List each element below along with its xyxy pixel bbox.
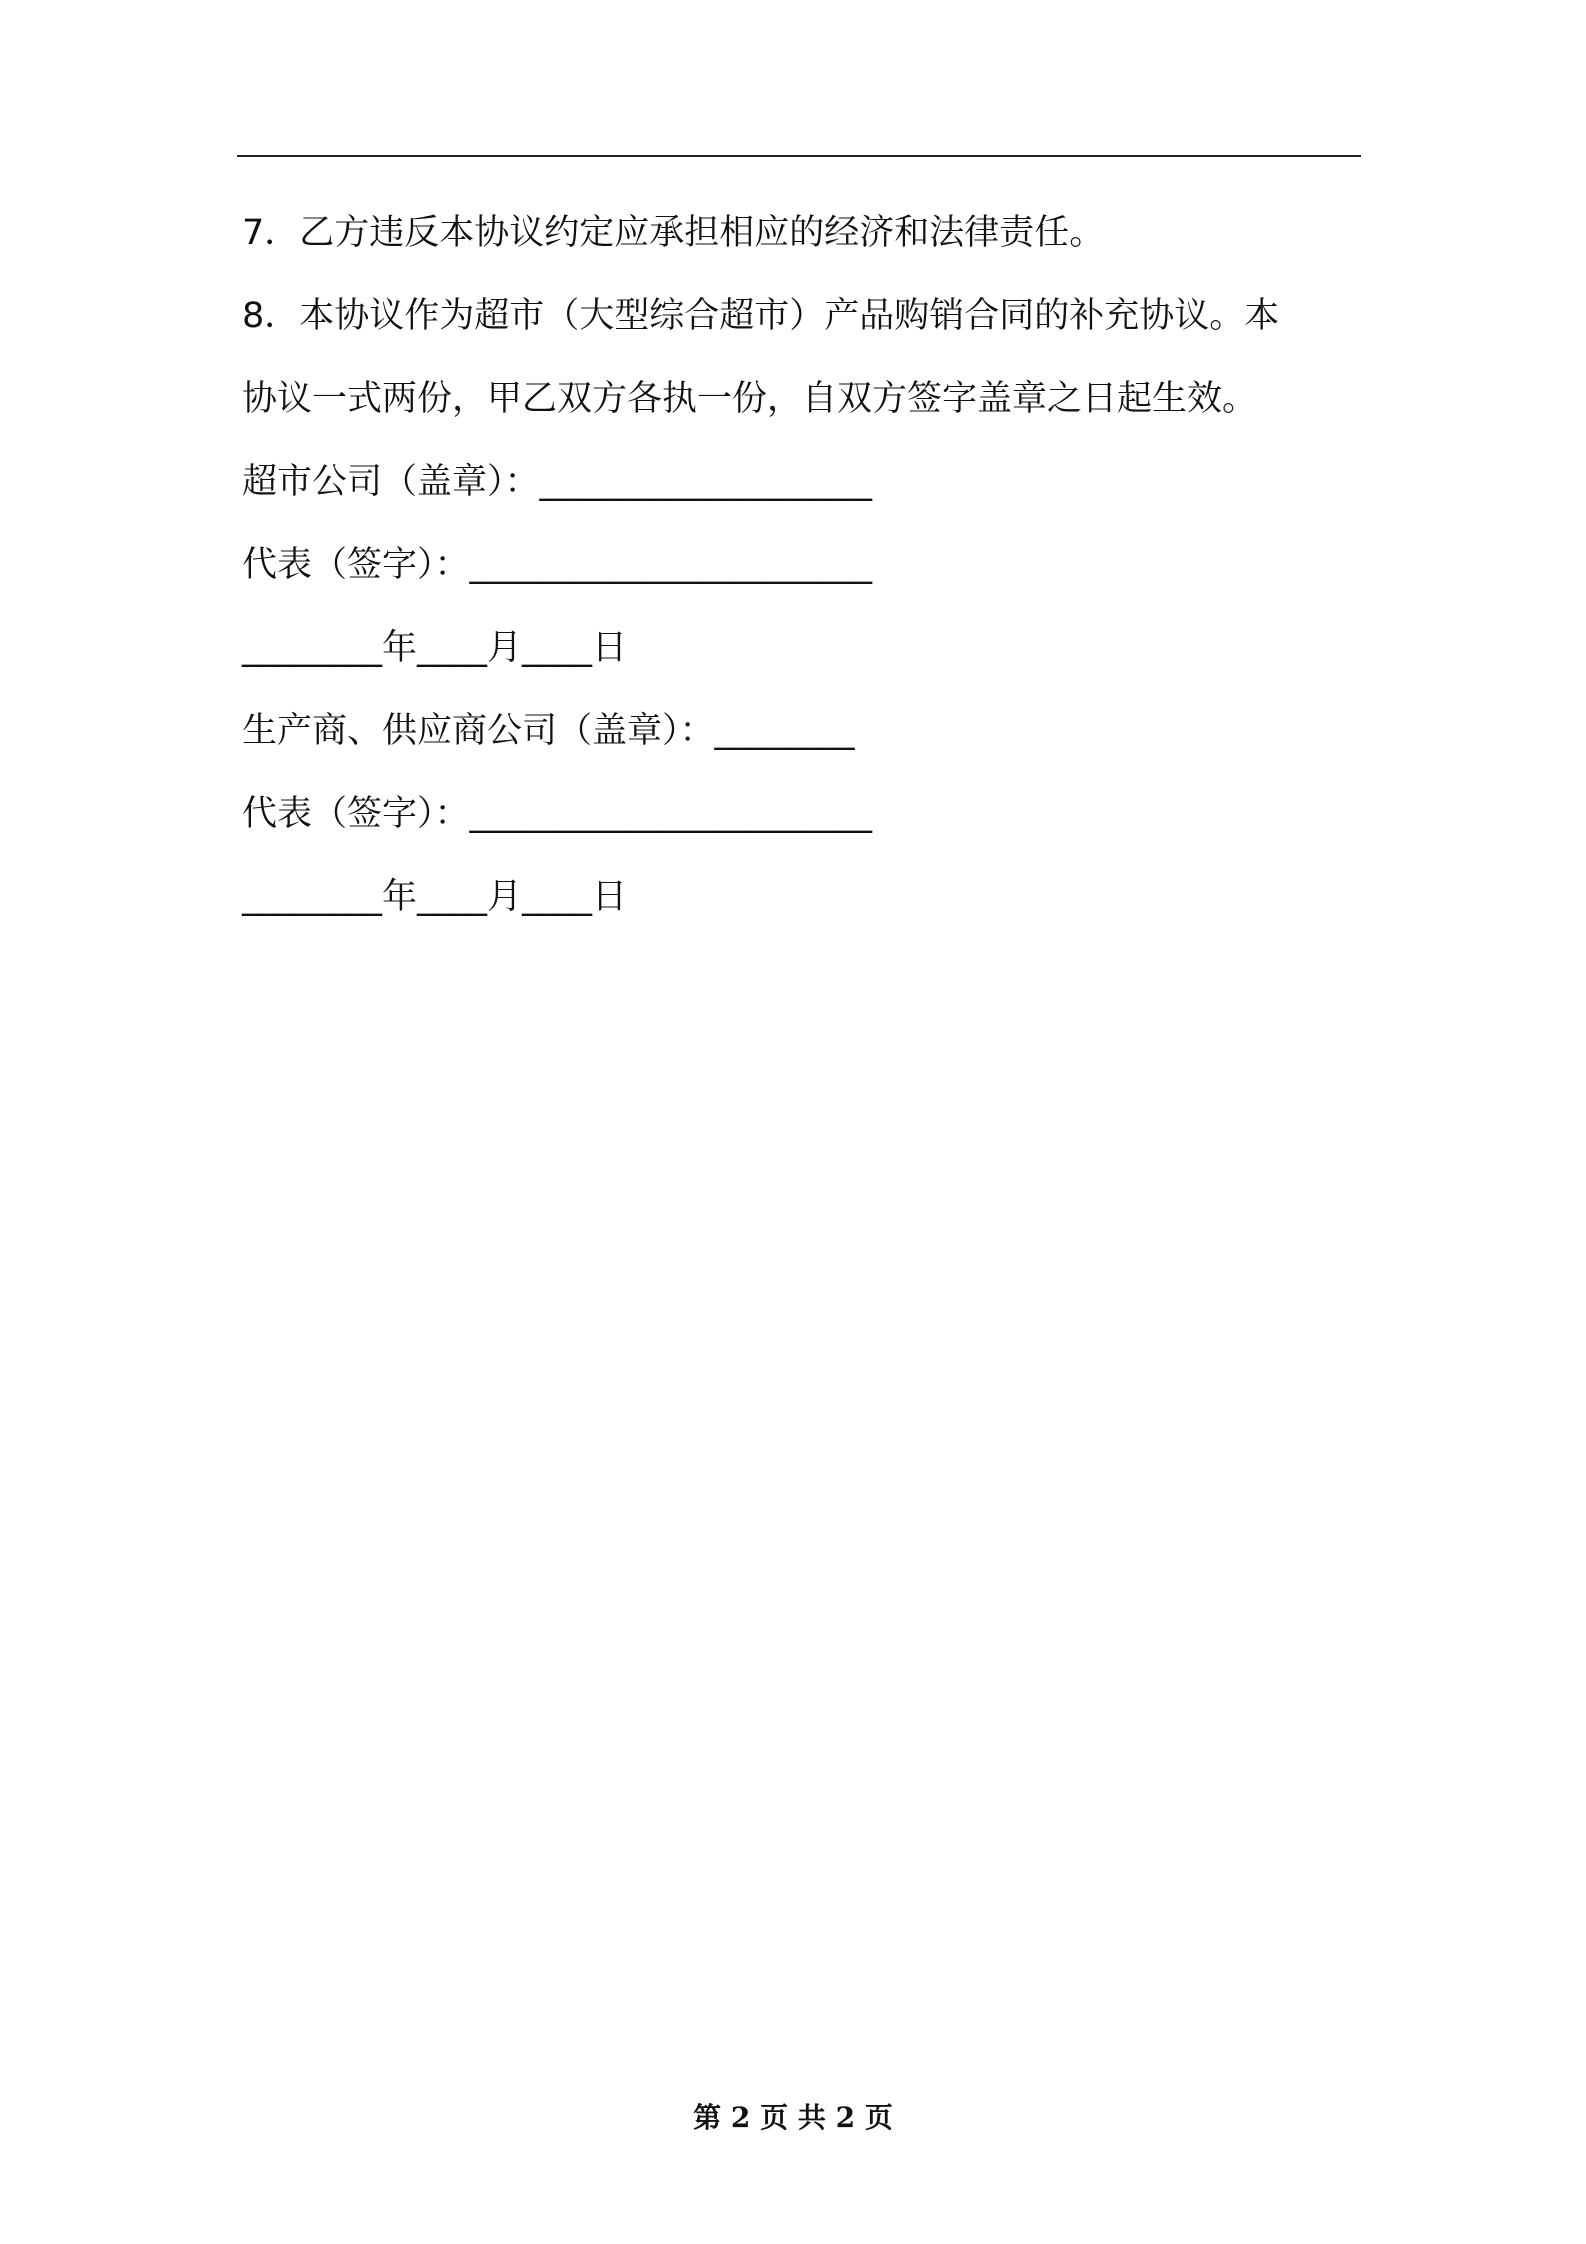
supplier-seal-field: 生产商、供应商公司（盖章）：________ <box>242 711 855 751</box>
clause-7: 7．乙方违反本协议约定应承担相应的经济和法律责任。 <box>242 213 1105 253</box>
supermarket-seal-field: 超市公司（盖章）：___________________ <box>242 462 873 502</box>
clause-8-continued: 协议一式两份，甲乙双方各执一份，自双方签字盖章之日起生效。 <box>242 379 1258 419</box>
supermarket-date-field: ________年____月____日 <box>242 628 628 668</box>
clause-8: 8．本协议作为超市（大型综合超市）产品购销合同的补充协议。本 <box>242 296 1280 336</box>
header-rule <box>237 155 1361 157</box>
page-number: 第 2 页 共 2 页 <box>693 2101 893 2134</box>
supplier-date-field: ________年____月____日 <box>242 877 628 917</box>
supplier-representative-field: 代表（签字）：_______________________ <box>242 794 873 834</box>
document-body <box>242 192 1362 939</box>
supermarket-representative-field: 代表（签字）：_______________________ <box>242 545 873 585</box>
